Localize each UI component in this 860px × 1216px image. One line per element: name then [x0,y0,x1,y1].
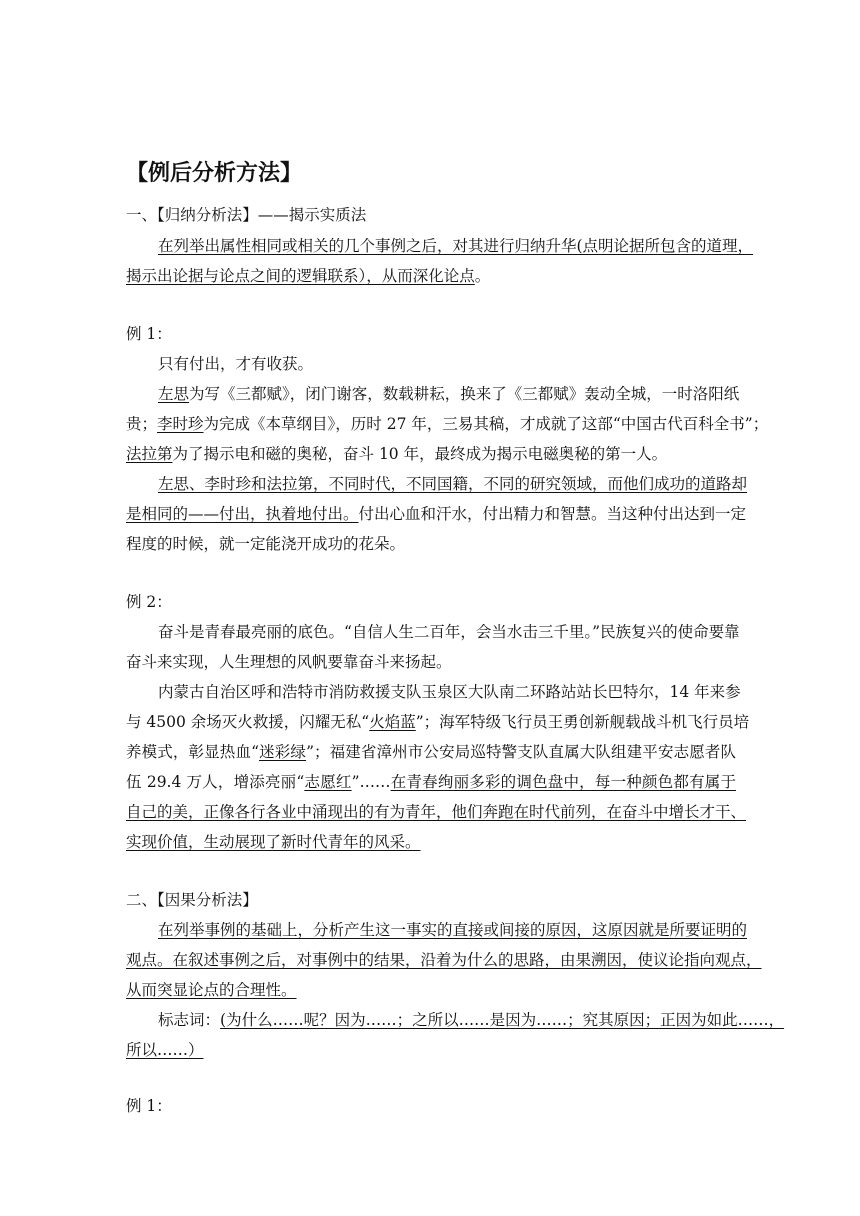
example2-p2-line6 [126,832,736,852]
example2-p2-line4-mid: ”…… [351,773,391,791]
example2-p2-line4-underlined: 在青春绚丽多彩的调色盘中，每一种颜色都有属于 [390,773,736,791]
example1-p2-line2-text: 付出心血和汗水，付出精力和智慧。当这种付出达到一定 [358,505,747,523]
example1-p1-line3-text: 为了揭示电和磁的奥秘，奋斗 10 年，最终成为揭示电磁奥秘的第一人。 [172,445,668,463]
example2-p2-line6-text: 实现价值，生动展现了新时代青年的风采。 [126,833,421,851]
marker-words-line2: 所以……） [126,1041,204,1059]
name-lishizhen: 李时珍 [157,415,204,433]
example1-label: 例 1： [126,325,172,343]
example2-label: 例 2： [126,593,172,611]
example2-p2-line3 [126,742,736,762]
section2-line2: 观点。在叙述事例之后，对事例中的结果，沿着为什么的思路，由果溯因，使议论指向观点， [126,951,762,969]
example2-p1-line2: 奋斗来实现，人生理想的风帆要靠奋斗来扬起。 [126,653,452,671]
name-falade: 法拉第 [126,445,173,463]
example1-p2-line2-underlined: 是相同的——付出，执着地付出。 [126,505,359,523]
example2-p2-line3-end: ”；福建省漳州市公安局巡特警支队直属大队组建平安志愿者队 [306,743,736,761]
example2-p2-line1: 内蒙古自治区呼和浩特市消防救援支队玉泉区大队南二环路站站长巴特尔，14 年来参 [158,683,741,701]
example1-p1-line2-start: 贵； [126,415,158,433]
section2-line3 [126,980,736,1000]
example2-p1-line1: 奋斗是青春最亮丽的底色。“自信人生二百年，会当水击三千里。”民族复兴的使命要靠 [158,623,740,641]
marker-label: 标志词： [158,1011,221,1029]
marker-words-line1: (为什么……呢？因为……；之所以……是因为……；究其原因；正因为如此……， [220,1011,785,1029]
example1-p1-line1-text: 为写《三都赋》，闭门谢客，数载耕耘，换来了《三都赋》轰动全城，一时洛阳纸 [189,385,740,403]
section2-marker-line1 [158,1010,785,1030]
example1-thesis: 只有付出，才有收获。 [158,355,314,373]
color-term-fire-blue: 火焰蓝 [369,713,416,731]
color-term-camo-green: 迷彩绿 [259,743,307,761]
section1-desc-line2-underlined: 揭示出论据与论点之间的逻辑联系），从而深化论点 [126,267,475,285]
section1-desc-line2 [126,266,736,286]
example1-p1-line2 [126,414,769,434]
example2-p2-line2-end: ”；海军特级飞行员王勇创新舰载战斗机飞行员培 [415,713,750,731]
section2-line3-text: 从而突显论点的合理性。 [126,981,297,999]
name-zuosi: 左思 [158,385,190,403]
example1-p1-line1 [158,384,740,404]
section2-example-label: 例 1： [126,1097,172,1115]
example1-p1-line2-text: 为完成《本草纲目》，历时 27 年，三易其稿，才成就了这部“中国古代百科全书”； [203,415,769,433]
example2-p2-line3-start: 养模式，彰显热血“ [126,743,260,761]
example1-p2-line2 [126,504,747,524]
example1-p2-line1: 左思、李时珍和法拉第，不同时代，不同国籍，不同的研究领域，而他们成功的道路却 [158,475,748,493]
section2-marker-line2 [126,1040,736,1060]
example2-p2-line2-start: 与 4500 余场灭火救援，闪耀无私“ [126,713,370,731]
section1-desc-line2-end: 。 [474,267,491,285]
example2-p2-line5: 自己的美，正像各行各业中涌现出的有为青年，他们奔跑在时代前列，在奋斗中增长才干、 [126,803,747,821]
example1-p1-line3 [126,444,736,464]
section1-heading: 一、【归纳分析法】——揭示实质法 [126,206,367,224]
example2-p2-line4-start: 伍 29.4 万人，增添亮丽“ [126,773,305,791]
section2-heading: 二、【因果分析法】 [126,891,258,909]
example1-p2-line3: 程度的时候，就一定能浇开成功的花朵。 [126,535,406,553]
section2-line1: 在列举事例的基础上，分析产生这一事实的直接或间接的原因，这原因就是所要证明的 [158,921,748,939]
example2-p2-line4 [126,772,736,792]
page-title: 【例后分析方法】 [126,161,303,186]
color-term-volunteer-red: 志愿红 [304,773,352,791]
example2-p2-line2 [126,712,750,732]
section1-desc-line1: 在列举出属性相同或相关的几个事例之后，对其进行归纳升华(点明论据所包含的道理， [158,237,754,255]
